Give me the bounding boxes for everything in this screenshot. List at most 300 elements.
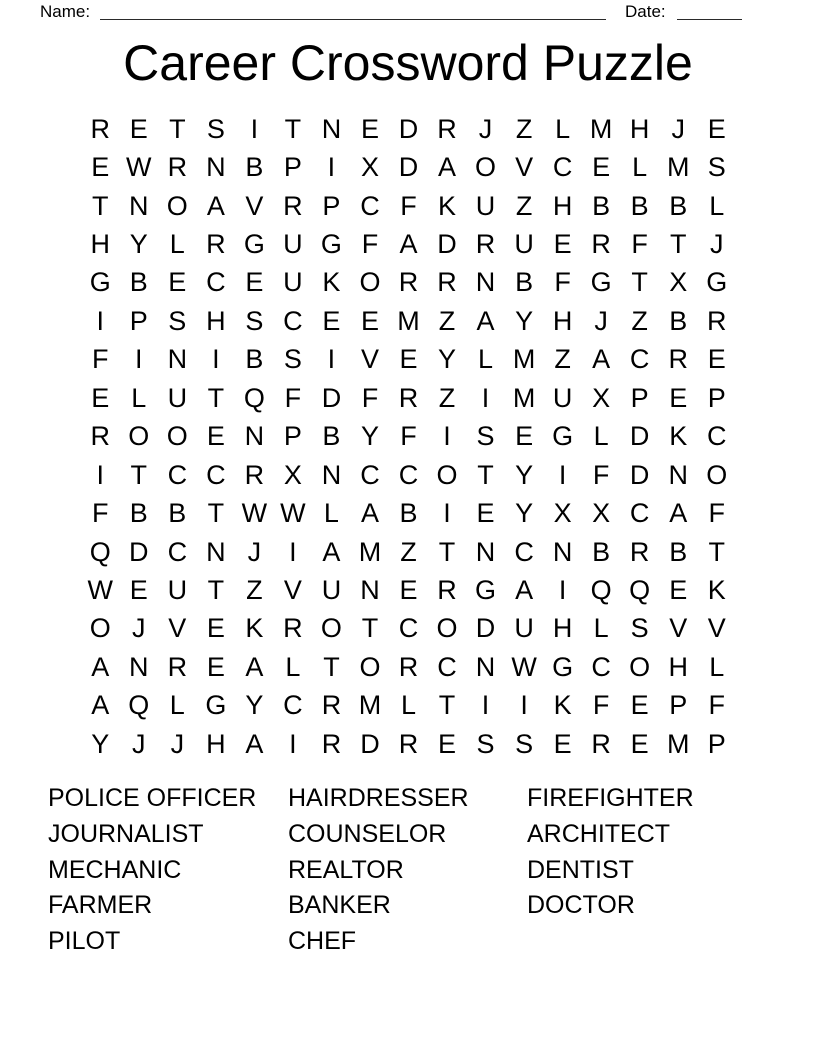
- grid-cell: D: [398, 152, 419, 183]
- grid-cell: Y: [438, 344, 457, 375]
- grid-cell: T: [284, 113, 302, 144]
- grid-cell: B: [592, 536, 611, 567]
- grid-cell: Q: [590, 574, 612, 605]
- grid-cell: N: [129, 190, 149, 221]
- grid-cell: N: [475, 267, 496, 298]
- grid-cell: L: [169, 690, 185, 721]
- grid-cell: T: [323, 651, 340, 682]
- grid-cell: A: [245, 728, 264, 759]
- grid-cell: M: [397, 305, 420, 336]
- grid-cell: K: [438, 190, 457, 221]
- grid-cell: R: [398, 651, 419, 682]
- grid-cell: F: [592, 459, 610, 490]
- grid-cell: G: [706, 267, 728, 298]
- grid-cell: I: [481, 690, 490, 721]
- grid-cell: B: [322, 421, 341, 452]
- grid-cell: E: [553, 728, 572, 759]
- grid-cell: R: [321, 690, 342, 721]
- grid-cell: B: [669, 190, 688, 221]
- grid-cell: M: [358, 536, 382, 567]
- grid-cell: N: [360, 574, 380, 605]
- grid-cell: E: [553, 229, 572, 260]
- grid-cell: C: [398, 613, 419, 644]
- grid-cell: S: [476, 728, 495, 759]
- grid-cell: U: [167, 574, 188, 605]
- grid-cell: O: [436, 459, 458, 490]
- grid-cell: C: [398, 459, 419, 490]
- grid-cell: B: [245, 152, 264, 183]
- grid-cell: N: [321, 459, 342, 490]
- grid-cell: X: [283, 459, 302, 490]
- grid-cell: I: [443, 421, 451, 452]
- grid-cell: T: [92, 190, 109, 221]
- grid-cell: G: [89, 267, 111, 298]
- grid-cell: C: [591, 651, 611, 682]
- word-item: BANKER: [288, 891, 391, 920]
- grid-cell: R: [475, 229, 496, 260]
- grid-cell: T: [207, 382, 225, 413]
- name-input-line: [100, 19, 606, 20]
- grid-cell: R: [398, 267, 419, 298]
- grid-cell: B: [129, 267, 148, 298]
- grid-cell: A: [438, 152, 457, 183]
- grid-cell: C: [206, 459, 226, 490]
- grid-cell: I: [212, 344, 220, 375]
- word-item: FIREFIGHTER: [527, 784, 694, 812]
- grid-cell: R: [437, 113, 457, 144]
- grid-cell: E: [206, 613, 225, 644]
- grid-cell: G: [243, 229, 265, 260]
- grid-cell: S: [515, 728, 534, 759]
- grid-cell: P: [283, 152, 302, 183]
- grid-cell: O: [629, 651, 651, 682]
- grid-cell: M: [358, 690, 382, 721]
- word-search-grid: [81, 110, 736, 764]
- grid-cell: L: [169, 229, 185, 260]
- grid-cell: M: [666, 152, 690, 183]
- grid-cell: O: [475, 152, 497, 183]
- word-list-column: [48, 781, 288, 960]
- grid-cell: Z: [438, 382, 456, 413]
- grid-cell: I: [96, 459, 105, 490]
- grid-cell: C: [167, 536, 188, 567]
- grid-cell: N: [129, 651, 149, 682]
- grid-cell: E: [360, 113, 379, 144]
- grid-cell: I: [96, 305, 105, 336]
- grid-cell: T: [631, 267, 648, 298]
- grid-cell: J: [132, 728, 146, 759]
- grid-cell: N: [475, 536, 496, 567]
- grid-cell: O: [89, 613, 111, 644]
- word-item: COUNSELOR: [288, 819, 447, 848]
- grid-cell: P: [283, 421, 302, 452]
- grid-cell: R: [706, 305, 727, 336]
- grid-cell: R: [437, 267, 457, 298]
- word-item: JOURNALIST: [48, 819, 204, 848]
- grid-cell: B: [669, 305, 688, 336]
- grid-cell: G: [552, 421, 574, 452]
- grid-cell: R: [668, 344, 688, 375]
- grid-cell: C: [629, 344, 650, 375]
- grid-cell: K: [707, 574, 726, 605]
- grid-cell: H: [629, 113, 650, 144]
- word-item: DOCTOR: [527, 891, 635, 920]
- grid-cell: D: [360, 728, 380, 759]
- grid-cell: F: [400, 190, 417, 221]
- date-label: Date:: [625, 2, 666, 21]
- grid-cell: O: [359, 651, 381, 682]
- grid-cell: H: [206, 305, 226, 336]
- grid-cell: C: [514, 536, 534, 567]
- grid-cell: R: [398, 728, 419, 759]
- grid-cell: E: [707, 344, 726, 375]
- word-item: MECHANIC: [48, 855, 182, 884]
- grid-cell: N: [206, 536, 226, 567]
- grid-cell: L: [400, 690, 416, 721]
- grid-cell: Z: [554, 344, 571, 375]
- grid-cell: E: [592, 152, 611, 183]
- grid-cell: F: [554, 267, 571, 298]
- grid-cell: Y: [245, 690, 264, 721]
- grid-cell: K: [245, 613, 264, 644]
- grid-cell: I: [520, 690, 528, 721]
- grid-cell: Y: [515, 305, 534, 336]
- grid-cell: R: [283, 190, 303, 221]
- date-input-line: [677, 19, 742, 20]
- grid-cell: C: [629, 498, 650, 529]
- grid-cell: W: [241, 498, 268, 529]
- grid-cell: R: [591, 229, 611, 260]
- grid-cell: E: [322, 305, 341, 336]
- grid-cell: R: [167, 152, 188, 183]
- grid-cell: N: [552, 536, 573, 567]
- grid-cell: D: [629, 459, 650, 490]
- grid-cell: S: [630, 613, 649, 644]
- grid-cell: O: [166, 421, 188, 452]
- grid-cell: E: [206, 421, 225, 452]
- grid-cell: R: [244, 459, 265, 490]
- grid-cell: O: [166, 190, 188, 221]
- grid-cell: E: [438, 728, 457, 759]
- grid-cell: S: [206, 113, 225, 144]
- grid-cell: L: [478, 344, 494, 375]
- grid-cell: U: [321, 574, 342, 605]
- grid-cell: C: [206, 267, 226, 298]
- grid-cell: J: [594, 305, 608, 336]
- grid-cell: L: [709, 651, 725, 682]
- grid-cell: Z: [515, 190, 533, 221]
- grid-cell: U: [283, 229, 303, 260]
- grid-cell: R: [90, 421, 110, 452]
- grid-cell: S: [707, 152, 726, 183]
- word-list-column: [288, 781, 527, 960]
- grid-cell: F: [631, 229, 648, 260]
- grid-cell: J: [671, 113, 685, 144]
- grid-cell: D: [475, 613, 496, 644]
- grid-cell: E: [91, 152, 110, 183]
- word-item: DENTIST: [527, 855, 634, 884]
- grid-cell: I: [250, 113, 259, 144]
- grid-cell: M: [512, 382, 536, 413]
- grid-cell: G: [590, 267, 612, 298]
- grid-cell: V: [515, 152, 534, 183]
- grid-cell: R: [283, 613, 303, 644]
- grid-cell: P: [707, 728, 726, 759]
- grid-cell: I: [443, 498, 451, 529]
- grid-cell: T: [207, 498, 225, 529]
- grid-cell: V: [283, 574, 302, 605]
- grid-cell: B: [168, 498, 187, 529]
- word-item: POLICE OFFICER: [48, 784, 257, 812]
- grid-cell: E: [245, 267, 264, 298]
- grid-cell: D: [321, 382, 342, 413]
- grid-cell: A: [669, 498, 688, 529]
- grid-cell: G: [205, 690, 227, 721]
- grid-cell: Y: [515, 459, 534, 490]
- grid-cell: D: [129, 536, 149, 567]
- grid-cell: S: [168, 305, 187, 336]
- grid-cell: Z: [515, 113, 533, 144]
- grid-cell: I: [289, 536, 297, 567]
- grid-cell: U: [167, 382, 188, 413]
- grid-cell: O: [436, 613, 458, 644]
- grid-cell: E: [129, 574, 148, 605]
- grid-cell: O: [320, 613, 342, 644]
- grid-cell: F: [592, 690, 610, 721]
- grid-cell: S: [283, 344, 302, 375]
- grid-cell: C: [283, 690, 303, 721]
- grid-cell: G: [552, 651, 574, 682]
- grid-cell: W: [87, 574, 113, 605]
- grid-cell: A: [206, 190, 225, 221]
- grid-cell: T: [477, 459, 494, 490]
- grid-cell: L: [593, 421, 609, 452]
- grid-cell: K: [669, 421, 688, 452]
- grid-cell: R: [167, 651, 188, 682]
- grid-cell: L: [593, 613, 609, 644]
- grid-cell: C: [167, 459, 188, 490]
- grid-cell: R: [398, 382, 419, 413]
- grid-cell: Y: [129, 229, 148, 260]
- grid-cell: P: [322, 190, 341, 221]
- grid-cell: X: [592, 382, 611, 413]
- word-item: ARCHITECT: [527, 819, 671, 848]
- grid-cell: R: [591, 728, 611, 759]
- grid-cell: L: [131, 382, 147, 413]
- grid-cell: T: [438, 536, 456, 567]
- grid-cell: J: [709, 229, 724, 260]
- grid-cell: M: [589, 113, 613, 144]
- grid-cell: I: [558, 574, 567, 605]
- grid-cell: N: [668, 459, 688, 490]
- grid-cell: Q: [89, 536, 111, 567]
- grid-cell: Q: [128, 690, 150, 721]
- grid-cell: C: [437, 651, 457, 682]
- grid-cell: S: [476, 421, 495, 452]
- grid-cell: U: [514, 613, 534, 644]
- grid-cell: U: [552, 382, 573, 413]
- grid-cell: E: [669, 574, 688, 605]
- grid-cell: A: [360, 498, 379, 529]
- grid-cell: R: [629, 536, 650, 567]
- word-item: FARMER: [48, 891, 153, 920]
- grid-cell: L: [555, 113, 571, 144]
- grid-cell: B: [129, 498, 148, 529]
- grid-cell: L: [709, 190, 725, 221]
- grid-cell: E: [168, 267, 187, 298]
- grid-cell: V: [168, 613, 187, 644]
- grid-cell: E: [91, 382, 110, 413]
- grid-cell: R: [321, 728, 342, 759]
- grid-cell: T: [438, 690, 456, 721]
- grid-cell: N: [475, 651, 496, 682]
- grid-cell: Q: [243, 382, 265, 413]
- grid-cell: A: [245, 651, 264, 682]
- grid-cell: N: [321, 113, 342, 144]
- grid-cell: H: [552, 190, 573, 221]
- grid-cell: C: [360, 190, 380, 221]
- grid-cell: E: [360, 305, 379, 336]
- grid-cell: H: [668, 651, 688, 682]
- grid-cell: F: [92, 344, 109, 375]
- word-list: [48, 781, 788, 960]
- grid-cell: X: [553, 498, 572, 529]
- grid-cell: A: [515, 574, 534, 605]
- grid-cell: H: [552, 613, 573, 644]
- grid-cell: C: [552, 152, 573, 183]
- grid-cell: E: [476, 498, 495, 529]
- grid-cell: T: [708, 536, 725, 567]
- grid-cell: B: [592, 190, 611, 221]
- grid-cell: U: [514, 229, 534, 260]
- grid-cell: J: [247, 536, 262, 567]
- grid-cell: V: [360, 344, 379, 375]
- grid-cell: E: [399, 344, 418, 375]
- grid-cell: R: [206, 229, 226, 260]
- grid-cell: Q: [629, 574, 651, 605]
- grid-cell: R: [437, 574, 457, 605]
- grid-cell: Y: [91, 728, 110, 759]
- word-item: CHEF: [288, 927, 357, 956]
- grid-cell: E: [707, 113, 726, 144]
- grid-cell: E: [515, 421, 534, 452]
- grid-cell: E: [206, 651, 225, 682]
- grid-cell: D: [398, 113, 419, 144]
- grid-cell: V: [245, 190, 264, 221]
- grid-cell: A: [399, 229, 418, 260]
- grid-cell: J: [132, 613, 146, 644]
- grid-cell: Y: [360, 421, 379, 452]
- grid-cell: I: [327, 344, 336, 375]
- grid-cell: T: [130, 459, 148, 490]
- grid-cell: E: [669, 382, 688, 413]
- grid-cell: U: [283, 267, 303, 298]
- grid-cell: B: [245, 344, 264, 375]
- grid-cell: Z: [400, 536, 417, 567]
- grid-cell: H: [90, 229, 110, 260]
- grid-cell: J: [170, 728, 185, 759]
- grid-cell: N: [206, 152, 226, 183]
- grid-cell: T: [169, 113, 186, 144]
- grid-cell: B: [669, 536, 688, 567]
- grid-cell: W: [280, 498, 306, 529]
- grid-cell: B: [399, 498, 418, 529]
- grid-cell: O: [706, 459, 728, 490]
- grid-cell: C: [706, 421, 727, 452]
- grid-cell: G: [475, 574, 497, 605]
- grid-cell: H: [206, 728, 226, 759]
- grid-cell: E: [630, 690, 649, 721]
- grid-cell: K: [322, 267, 341, 298]
- grid-cell: P: [129, 305, 148, 336]
- grid-cell: A: [91, 651, 110, 682]
- grid-cell: L: [323, 498, 339, 529]
- grid-cell: D: [437, 229, 457, 260]
- grid-cell: L: [632, 152, 648, 183]
- grid-cell: F: [400, 421, 417, 452]
- grid-cell: O: [128, 421, 150, 452]
- grid-cell: R: [90, 113, 110, 144]
- grid-cell: F: [92, 498, 109, 529]
- grid-cell: F: [708, 690, 725, 721]
- grid-cell: X: [669, 267, 688, 298]
- grid-cell: F: [284, 382, 302, 413]
- grid-cell: B: [515, 267, 534, 298]
- grid-cell: Z: [438, 305, 456, 336]
- name-label: Name:: [40, 2, 91, 21]
- word-item: REALTOR: [288, 855, 404, 884]
- grid-cell: M: [666, 728, 690, 759]
- word-item: PILOT: [48, 927, 121, 956]
- grid-cell: A: [322, 536, 341, 567]
- grid-cell: N: [244, 421, 265, 452]
- grid-cell: Y: [515, 498, 534, 529]
- grid-cell: F: [361, 229, 379, 260]
- grid-cell: Z: [246, 574, 263, 605]
- grid-cell: F: [361, 382, 379, 413]
- grid-cell: I: [135, 344, 143, 375]
- grid-cell: U: [475, 190, 496, 221]
- grid-cell: E: [630, 728, 649, 759]
- grid-cell: S: [245, 305, 264, 336]
- grid-cell: P: [669, 690, 688, 721]
- grid-cell: A: [91, 690, 110, 721]
- worksheet-header: [0, 2, 816, 26]
- grid-cell: E: [129, 113, 148, 144]
- grid-cell: T: [361, 613, 379, 644]
- grid-cell: V: [669, 613, 688, 644]
- grid-cell: V: [707, 613, 726, 644]
- grid-cell: G: [320, 229, 342, 260]
- grid-cell: X: [592, 498, 611, 529]
- grid-cell: A: [592, 344, 611, 375]
- grid-cell: I: [558, 459, 567, 490]
- grid-cell: J: [478, 113, 493, 144]
- grid-cell: L: [285, 651, 301, 682]
- grid-cell: M: [512, 344, 536, 375]
- grid-cell: P: [707, 382, 726, 413]
- grid-cell: T: [207, 574, 225, 605]
- grid-cell: K: [553, 690, 572, 721]
- grid-cell: F: [708, 498, 725, 529]
- grid-cell: C: [360, 459, 380, 490]
- grid-cell: I: [327, 152, 336, 183]
- grid-cell: W: [511, 651, 537, 682]
- grid-cell: A: [476, 305, 495, 336]
- grid-cell: H: [552, 305, 573, 336]
- page-title: Career Crossword Puzzle: [123, 35, 693, 91]
- grid-cell: O: [359, 267, 381, 298]
